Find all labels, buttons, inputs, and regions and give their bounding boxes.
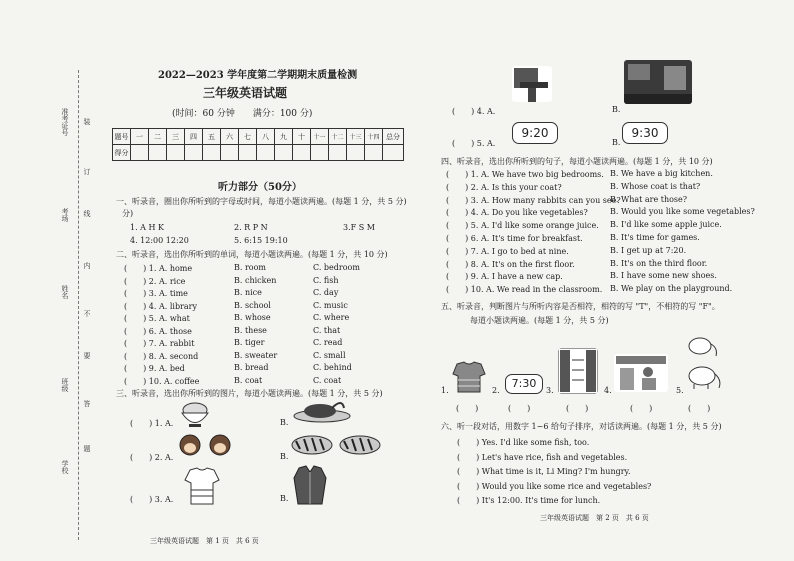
q2-option-b[interactable]: B. tiger [234,338,265,347]
q2-option-b[interactable]: B. sweater [234,350,278,360]
score-input-cell[interactable] [329,145,347,161]
score-input-cell[interactable] [383,145,404,161]
q2-option-a[interactable]: ( ) 8. A. second [124,351,199,361]
score-cell: 总分 [383,129,404,145]
q1-instruction-cont: 分) [122,209,134,218]
clock-a: 9:20 [512,122,558,144]
q5-answer-3[interactable]: ( ) [566,404,589,413]
sweater-icon [184,466,220,506]
q5-instruction-1: 五、听录音，判断图片与所听内容是否相符，相符的写 "T"，不相符的写 "F"。 [441,302,720,311]
q2-option-c[interactable]: C. bedroom [313,263,360,272]
side-char: 答 [83,400,91,407]
q2-option-c[interactable]: C. music [313,300,348,310]
library-picture-icon [558,348,598,394]
score-input-cell[interactable] [257,145,275,161]
side-char: 内 [83,262,91,269]
q4-option-b[interactable]: B. We play on the playground. [610,284,733,294]
score-cell: 十一 [311,129,329,145]
q2-option-a[interactable]: ( ) 4. A. library [124,301,197,311]
q4-option-b[interactable]: B. It's on the third floor. [610,258,708,268]
q4-option-a[interactable]: ( ) 9. A. I have a new cap. [446,272,563,282]
q2-option-c[interactable]: C. fish [313,275,339,285]
score-cell: 八 [257,129,275,145]
q2-option-a[interactable]: ( ) 9. A. bed [124,364,185,373]
q4-option-b[interactable]: B. Would you like some vegetables? [610,207,755,217]
binding-line [78,70,79,540]
q3-item-4: ( ) 4. A. [452,107,496,116]
q4-option-a[interactable]: ( ) 7. A. I go to bed at nine. [446,246,569,256]
score-cell: 五 [203,129,221,145]
q1-item-4[interactable]: 4. 12:00 12:20 [130,236,189,245]
roast-duck-icon [292,400,352,424]
q5-answer-4[interactable]: ( ) [630,404,653,413]
score-cell: 十二 [329,129,347,145]
exam-title: 2022—2023 学年度第二学期期末质量检测 [158,70,358,81]
rice-bowl-icon [178,400,212,430]
listening-section-header: 听力部分（50分） [218,182,302,193]
q6-sentence[interactable]: ( ) It's 12:00. It's time for lunch. [457,496,601,505]
exam-time-info: (时间：60 分钟 满分：100 分) [172,109,313,119]
score-input-cell[interactable] [311,145,329,161]
side-char: 订 [83,168,91,175]
side-char: 装 [83,118,91,125]
exam-subject: 三年级英语试题 [203,86,288,100]
score-table-score-row [113,145,404,161]
score-cell: 四 [185,129,203,145]
score-cell: 得分 [113,145,131,161]
score-cell: 六 [221,129,239,145]
score-cell: 三 [167,129,185,145]
q1-item-2[interactable]: 2. R P N [234,223,268,232]
q4-option-a[interactable]: ( ) 10. A. We read in the classroom. [446,285,603,295]
q2-option-c[interactable]: C. coat [313,375,342,385]
q4-option-b[interactable]: B. I'd like some apple juice. [610,220,722,230]
q1-item-5[interactable]: 5. 6:15 19:10 [234,236,288,245]
side-label-class: 班级 [61,378,69,392]
score-input-cell[interactable] [275,145,293,161]
score-input-cell[interactable] [239,145,257,161]
score-cell: 二 [149,129,167,145]
score-input-cell[interactable] [347,145,365,161]
q3-item-3: ( ) 3. A. [130,495,174,504]
q6-instruction: 六、听一段对话，用数字 1~6 给句子排序，对话读两遍。(每题 1 分，共 5 分) [441,422,722,431]
q2-option-b[interactable]: B. whose [234,313,271,322]
q5-num-5: 5. [676,386,684,395]
q3-item-2: ( ) 2. A. [130,453,174,462]
desk-picture-icon [512,66,552,102]
q2-option-b[interactable]: B. coat [234,375,263,385]
q3-item-1-b: B. [280,418,289,427]
score-input-cell[interactable] [185,145,203,161]
side-label-room: 考场 [61,208,69,222]
q2-option-b[interactable]: B. chicken [234,275,277,285]
q3-item-2-b: B. [280,452,289,461]
q6-sentence[interactable]: ( ) Let's have rice, fish and vegetables. [457,452,628,462]
q2-option-a[interactable]: ( ) 6. A. those [124,326,192,336]
q5-num-3: 3. [546,386,554,395]
score-cell: 十 [293,129,311,145]
q2-option-c[interactable]: C. that [313,325,341,335]
score-input-cell[interactable] [221,145,239,161]
side-label-name: 姓名 [61,285,69,299]
q4-option-b[interactable]: B. What are those? [610,194,688,204]
clock-q5: 7:30 [505,374,543,394]
score-input-cell[interactable] [131,145,149,161]
q3-item-5-b: B. [612,138,621,147]
q2-option-b[interactable]: B. bread [234,363,269,372]
tigers-icon [290,430,386,460]
q2-option-b[interactable]: B. room [234,263,267,272]
q6-sentence[interactable]: ( ) Would you like some rice and vegetables? [457,481,652,491]
q4-option-a[interactable]: ( ) 8. A. It's on the first floor. [446,259,575,269]
side-char: 要 [83,352,91,359]
q5-num-1: 1. [441,386,449,395]
score-input-cell[interactable] [203,145,221,161]
q4-option-a[interactable]: ( ) 5. A. I'd like some orange juice. [446,221,599,231]
elephants-icon [686,334,722,358]
side-char: 线 [83,210,91,217]
q3-instruction: 三、听录音，选出你所听到的图片，每道小题读两遍。(每题 1 分，共 5 分) [116,389,383,398]
monkeys-icon [176,432,236,462]
q3-item-4-b: B. [612,105,621,114]
q2-option-c[interactable]: C. read [313,338,343,347]
coat-icon [292,464,328,506]
q2-option-a[interactable]: ( ) 2. A. rice [124,276,186,286]
score-table [112,128,404,161]
q2-option-c[interactable]: C. small [313,350,346,360]
score-cell: 十四 [365,129,383,145]
q4-option-a[interactable]: ( ) 3. A. How many rabbits can you see? [446,195,621,205]
q2-option-c[interactable]: C. day [313,288,339,297]
score-table-header-row [113,129,404,145]
q4-instruction: 四、听录音，选出你所听到的句子，每道小题读两遍。(每题 1 分，共 10 分) [441,157,713,166]
q5-answer-1[interactable]: ( ) [456,404,479,413]
q5-num-2: 2. [492,386,500,395]
q4-option-a[interactable]: ( ) 2. A. Is this your coat? [446,182,562,192]
q2-option-a[interactable]: ( ) 1. A. home [124,264,193,273]
score-input-cell[interactable] [149,145,167,161]
room-picture-icon [624,60,692,104]
score-cell: 九 [275,129,293,145]
q2-option-a[interactable]: ( ) 7. A. rabbit [124,339,195,348]
q4-option-b[interactable]: B. I have some new shoes. [610,271,717,281]
q5-answer-2[interactable]: ( ) [508,404,531,413]
q5-num-4: 4. [604,386,612,395]
q4-option-b[interactable]: B. It's time for games. [610,233,700,242]
clock-b: 9:30 [622,122,668,144]
q2-option-a[interactable]: ( ) 3. A. time [124,289,188,298]
score-input-cell[interactable] [365,145,383,161]
q4-option-b[interactable]: B. I get up at 7:20. [610,245,687,255]
q1-item-3[interactable]: 3.F S M [343,223,375,232]
q4-option-b[interactable]: B. Whose coat is that? [610,181,701,191]
sweater-picture-icon [452,360,486,394]
q2-option-c[interactable]: C. where [313,313,350,322]
side-char: 不 [83,310,91,317]
q5-answer-5[interactable]: ( ) [688,404,711,413]
q2-option-b[interactable]: B. school [234,300,271,310]
q1-instruction: 一、听录音，圈出你所听到的字母或时间，每道小题读两遍。(每题 1 分，共 5 分) [116,197,407,206]
q4-option-b[interactable]: B. We have a big kitchen. [610,169,713,178]
score-cell: 十三 [347,129,365,145]
q3-item-1: ( ) 1. A. [130,419,174,428]
q2-option-c[interactable]: C. behind [313,363,352,372]
q2-option-a[interactable]: ( ) 10. A. coffee [124,376,200,386]
q3-item-5: ( ) 5. A. [452,139,496,148]
footer-page-1: 三年级英语试题 第 1 页 共 6 页 [150,537,259,545]
footer-page-2: 三年级英语试题 第 2 页 共 6 页 [540,514,649,522]
elephant-icon [686,364,724,390]
q4-option-a[interactable]: ( ) 1. A. We have two big bedrooms. [446,170,604,179]
score-input-cell[interactable] [293,145,311,161]
side-label-id: 准考证号 [61,108,69,136]
q4-option-a[interactable]: ( ) 4. A. Do you like vegetables? [446,208,588,218]
q6-sentence[interactable]: ( ) Yes. I'd like some fish, too. [457,438,590,447]
side-char: 题 [83,445,91,452]
q2-option-a[interactable]: ( ) 5. A. what [124,314,190,323]
side-label-school: 学校 [61,460,69,474]
q2-instruction: 二、听录音，选出你所听到的单词，每道小题读两遍。(每题 1 分，共 10 分) [116,250,388,259]
score-cell: 一 [131,129,149,145]
score-cell: 题号 [113,129,131,145]
q5-instruction-2: 每道小题读两遍。(每题 1 分，共 5 分) [470,316,609,325]
q3-item-3-b: B. [280,494,289,503]
shop-picture-icon [614,354,668,392]
q2-option-b[interactable]: B. these [234,325,267,335]
q1-item-1[interactable]: 1. A H K [130,223,164,232]
score-cell: 七 [239,129,257,145]
q4-option-a[interactable]: ( ) 6. A. It's time for breakfast. [446,234,583,243]
q2-option-b[interactable]: B. nice [234,288,262,297]
score-input-cell[interactable] [167,145,185,161]
q6-sentence[interactable]: ( ) What time is it, Li Ming? I'm hungry. [457,467,631,476]
